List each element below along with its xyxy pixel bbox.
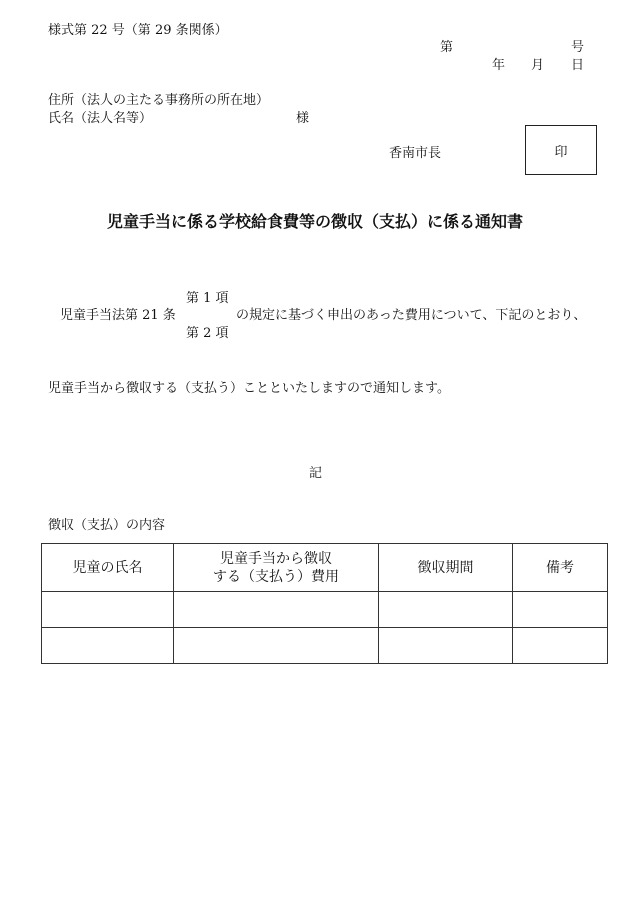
seal-label: 印 [554,144,568,160]
doc-number-prefix: 第 [440,40,454,55]
ki-marker: 記 [309,466,323,481]
section-title: 徴収（支払）の内容 [48,518,166,533]
content-table [41,543,608,664]
clause-1: 第 1 項 [186,291,229,306]
table-cell [174,628,379,664]
header-cost-line2: する（支払う）費用 [213,568,339,585]
table-cell [174,592,379,628]
doc-number-suffix: 号 [571,40,585,55]
date-year: 年 [492,58,506,73]
header-child-name: 児童の氏名 [42,544,174,592]
name-label: 氏名（法人名等） [48,111,153,126]
document-title: 児童手当に係る学校給食費等の徴収（支払）に係る通知書 [106,212,523,231]
table-cell [513,592,608,628]
date-month: 月 [531,58,545,73]
date-day: 日 [571,58,585,73]
table-cell [42,628,174,664]
table-row [42,628,608,664]
table-row [42,592,608,628]
seal-box [525,125,597,175]
form-number: 様式第 22 号（第 29 条関係） [48,23,228,38]
table-cell [379,628,513,664]
header-cost [174,544,379,592]
table-cell [42,592,174,628]
header-remarks: 備考 [513,544,608,592]
table-cell [379,592,513,628]
address-label: 住所（法人の主たる事務所の所在地） [48,93,270,108]
body-text-2: 児童手当から徴収する（支払う）ことといたしますので通知します。 [48,381,450,396]
header-cost-line1: 児童手当から徴収 [220,550,332,567]
law-reference: 児童手当法第 21 条 [60,308,176,323]
table-header-row [42,544,608,592]
header-period: 徴収期間 [379,544,513,592]
body-text-1: の規定に基づく申出のあった費用について、下記のとおり、 [236,308,587,323]
honorific: 様 [296,111,310,126]
clause-2: 第 2 項 [186,326,229,341]
table-cell [513,628,608,664]
issuer-title: 香南市長 [389,146,442,161]
